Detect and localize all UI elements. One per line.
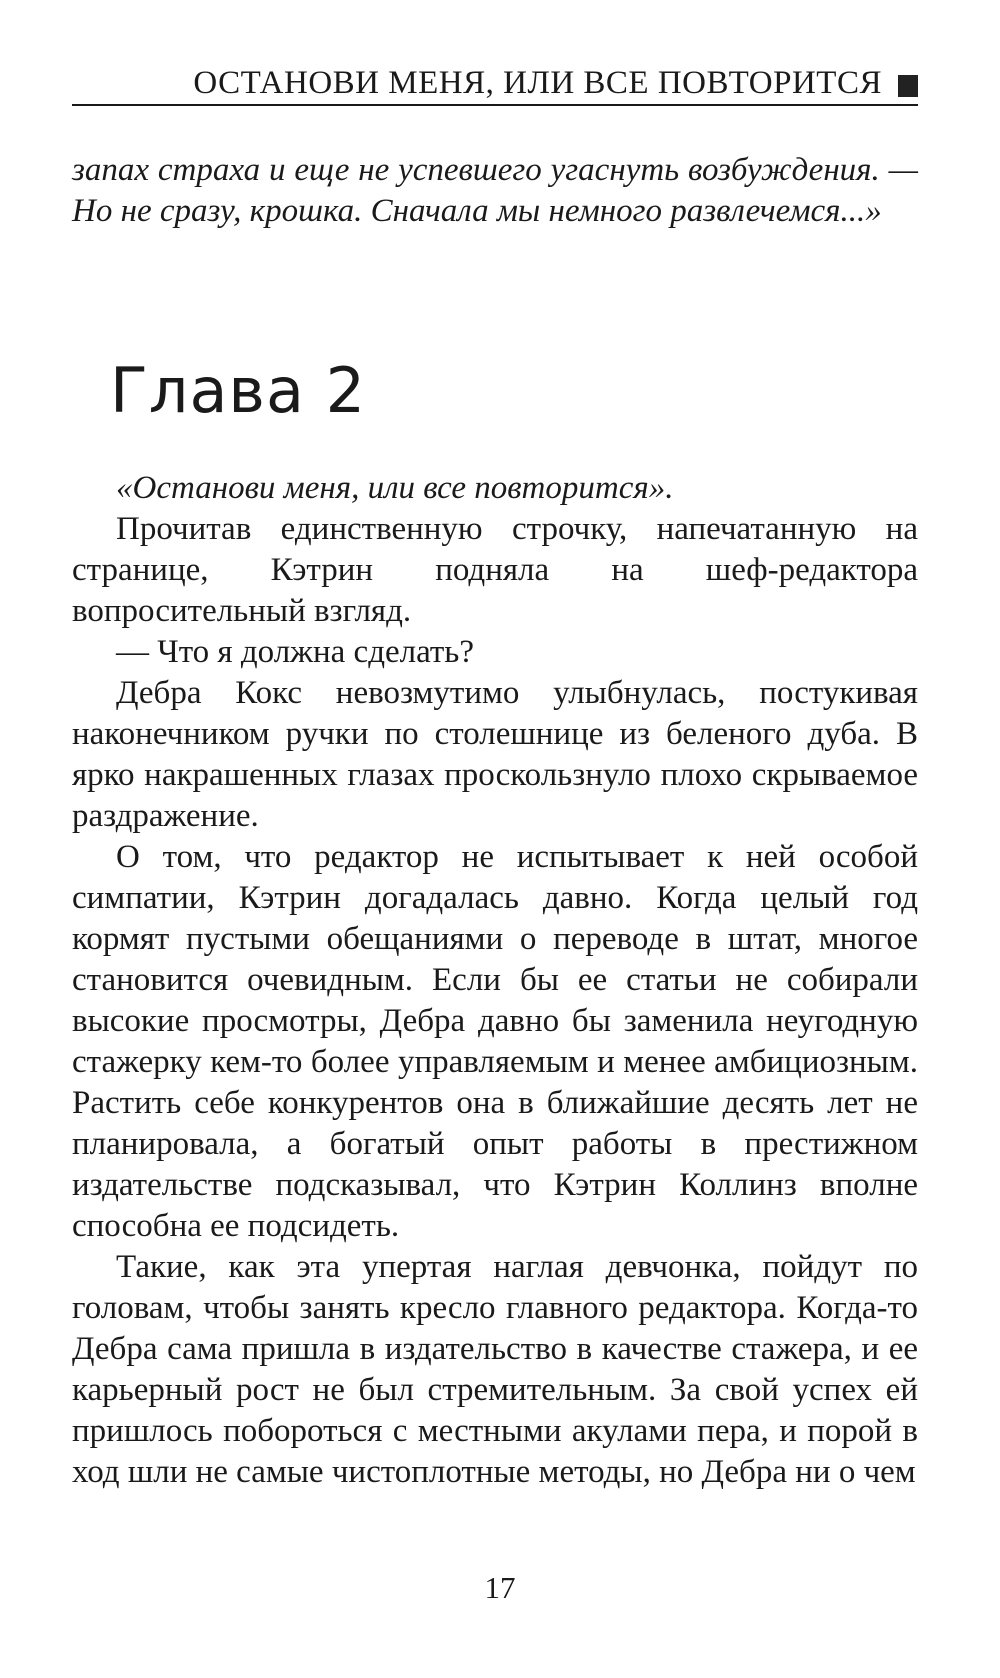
running-header xyxy=(72,60,918,106)
header-square-mark-icon xyxy=(898,75,918,97)
body-paragraph: Дебра Кокс невозмутимо улыбнулась, постукивая наконечником ручки по столешнице из беленого дуба. В ярко накрашенных глазах проскользнуло плохо скрываемое раздражение. xyxy=(72,675,918,834)
body-paragraph: О том, что редактор не испытывает к ней особой симпатии, Кэтрин догадалась давно. Когда целый год кормят пустыми обещаниями о переводе в штат, многое становится очевидным. Если бы ее статьи не собирали высокие просмотры, Дебра давно бы заменила неугодную стажерку кем-то более управляемым и менее амбициозным. Растить себе конкурентов она в ближайшие десять лет не планировала, а богатый опыт работы в престижном издательстве подсказывал, что Кэтрин Коллинз вполне способна ее подсидеть. xyxy=(72,839,918,1244)
dialogue-paragraph: — Что я должна сделать? xyxy=(116,634,475,670)
body-paragraph: Такие, как эта упертая наглая девчонка, пойдут по головам, чтобы занять кресло главного редактора. Когда-то Дебра сама пришла в издательство в качестве стажера, и ее карьерный рост не был стремительным. За свой успех ей пришлось побороться с местными акулами пера, и порой в ход шли не самые чистоплотные методы, но Дебра ни о чем xyxy=(72,1249,918,1490)
body-paragraph: Прочитав единственную строчку, напечатанную на странице, Кэтрин подняла на шеф-редактора вопросительный взгляд. xyxy=(72,511,918,629)
intro-text: запах страха и еще не успевшего угаснуть возбуждения. — Но не сразу, крошка. Сначала мы немного развлечемся...» xyxy=(72,152,918,229)
epigraph-paragraph: «Останови меня, или все повторится». xyxy=(116,470,674,506)
page-number: 17 xyxy=(484,1570,516,1605)
running-title: ОСТАНОВИ МЕНЯ, ИЛИ ВСЕ ПОВТОРИТСЯ xyxy=(193,65,882,101)
chapter-title: Глава 2 xyxy=(110,354,367,427)
chapter-body xyxy=(72,468,918,1493)
